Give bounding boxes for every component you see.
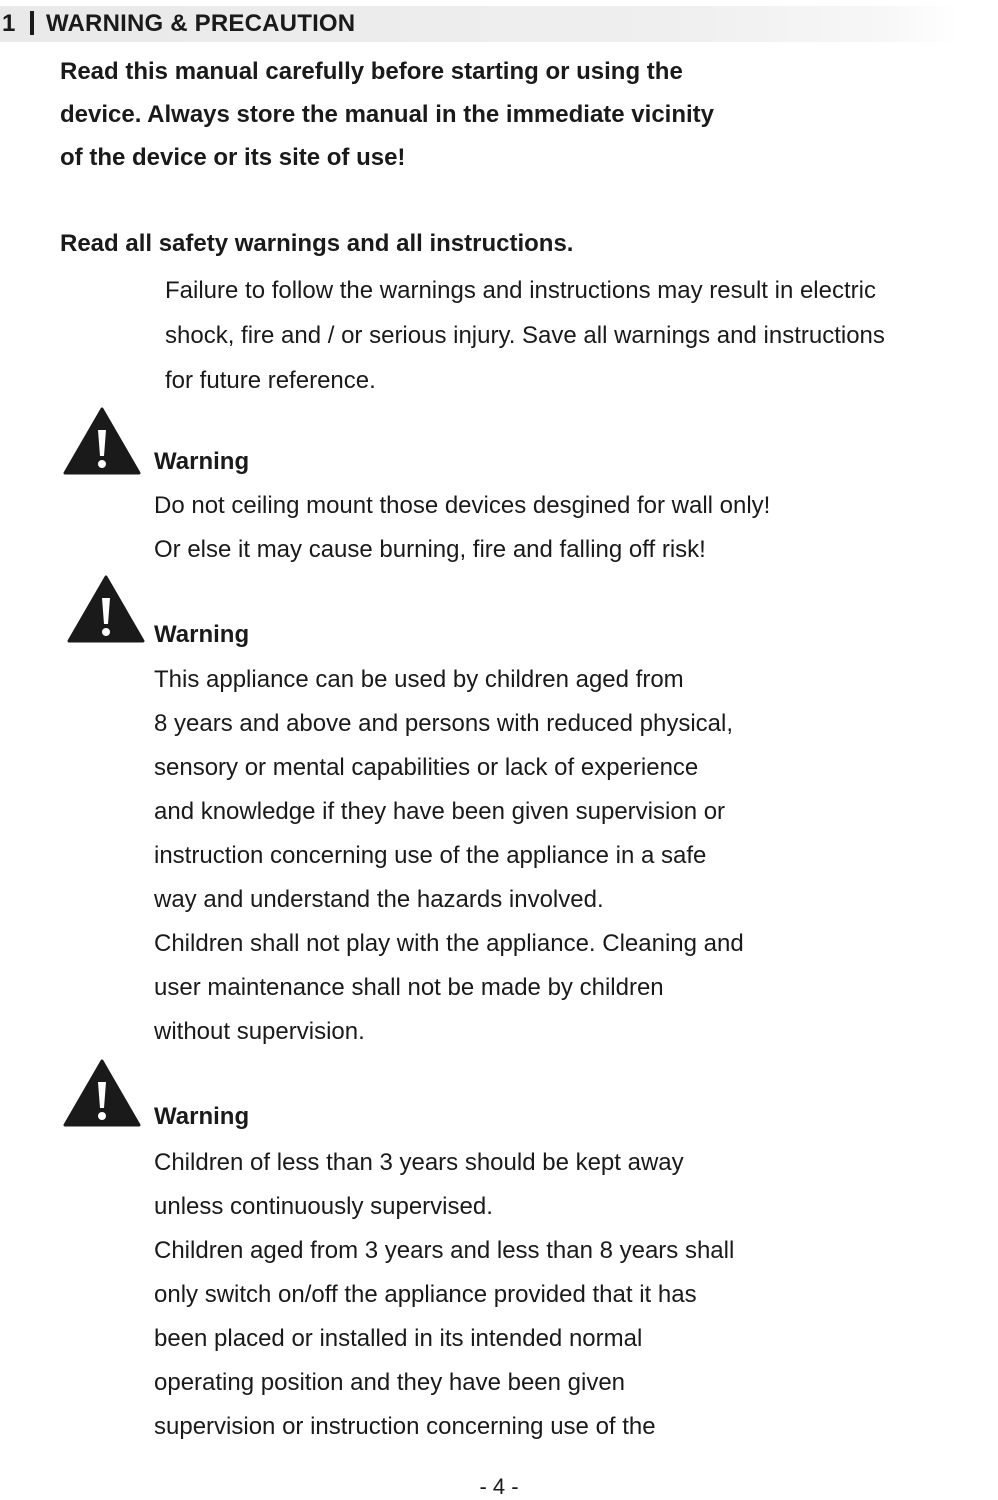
warning-line: way and understand the hazards involved. — [154, 886, 604, 913]
failure-line: Failure to follow the warnings and instructions may result in electric — [165, 277, 876, 304]
warning-title: Warning — [154, 1103, 250, 1130]
failure-line: shock, fire and / or serious injury. Save all warnings and instructions — [165, 322, 885, 349]
section-number: 1 — [2, 10, 16, 37]
warning-line: Or else it may cause burning, fire and falling off risk! — [154, 536, 706, 563]
intro-line: Read this manual carefully before starting or using the — [60, 58, 683, 85]
warning-triangle-icon — [62, 406, 142, 476]
warning-line: instruction concerning use of the appliance in a safe — [154, 842, 707, 869]
warning-line: sensory or mental capabilities or lack of experience — [154, 754, 699, 781]
warning-body — [154, 484, 954, 572]
intro-line: of the device or its site of use! — [60, 144, 406, 171]
warning-line: without supervision. — [154, 1018, 365, 1045]
read-all-heading: Read all safety warnings and all instructions. — [60, 230, 574, 257]
warning-line: operating position and they have been given — [154, 1369, 626, 1396]
warning-line: user maintenance shall not be made by children — [154, 974, 664, 1001]
intro-paragraph — [60, 50, 820, 179]
warning-line: supervision or instruction concerning use of the — [154, 1413, 656, 1440]
warning-line: Children of less than 3 years should be kept away — [154, 1149, 684, 1176]
warning-line: This appliance can be used by children aged from — [154, 666, 684, 693]
warning-body — [154, 1141, 954, 1449]
warning-title: Warning — [154, 621, 250, 648]
warning-line: 8 years and above and persons with reduced physical, — [154, 710, 734, 737]
warning-line: unless continuously supervised. — [154, 1193, 493, 1220]
page-number: - 4 - — [479, 1474, 519, 1499]
section-title: WARNING & PRECAUTION — [46, 10, 356, 37]
section-divider — [30, 11, 34, 35]
warning-body — [154, 658, 954, 1054]
warning-line: been placed or installed in its intended normal — [154, 1325, 643, 1352]
warning-triangle-icon — [66, 574, 146, 644]
warning-triangle-icon — [62, 1058, 142, 1128]
warning-line: and knowledge if they have been given supervision or — [154, 798, 726, 825]
intro-line: device. Always store the manual in the immediate vicinity — [60, 101, 714, 128]
failure-line: for future reference. — [165, 367, 376, 394]
warning-line: Children shall not play with the appliance. Cleaning and — [154, 930, 744, 957]
warning-line: Do not ceiling mount those devices desgined for wall only! — [154, 492, 771, 519]
warning-title: Warning — [154, 448, 250, 475]
warning-line: only switch on/off the appliance provided that it has — [154, 1281, 697, 1308]
failure-paragraph — [165, 268, 998, 403]
warning-line: Children aged from 3 years and less than 8 years shall — [154, 1237, 735, 1264]
